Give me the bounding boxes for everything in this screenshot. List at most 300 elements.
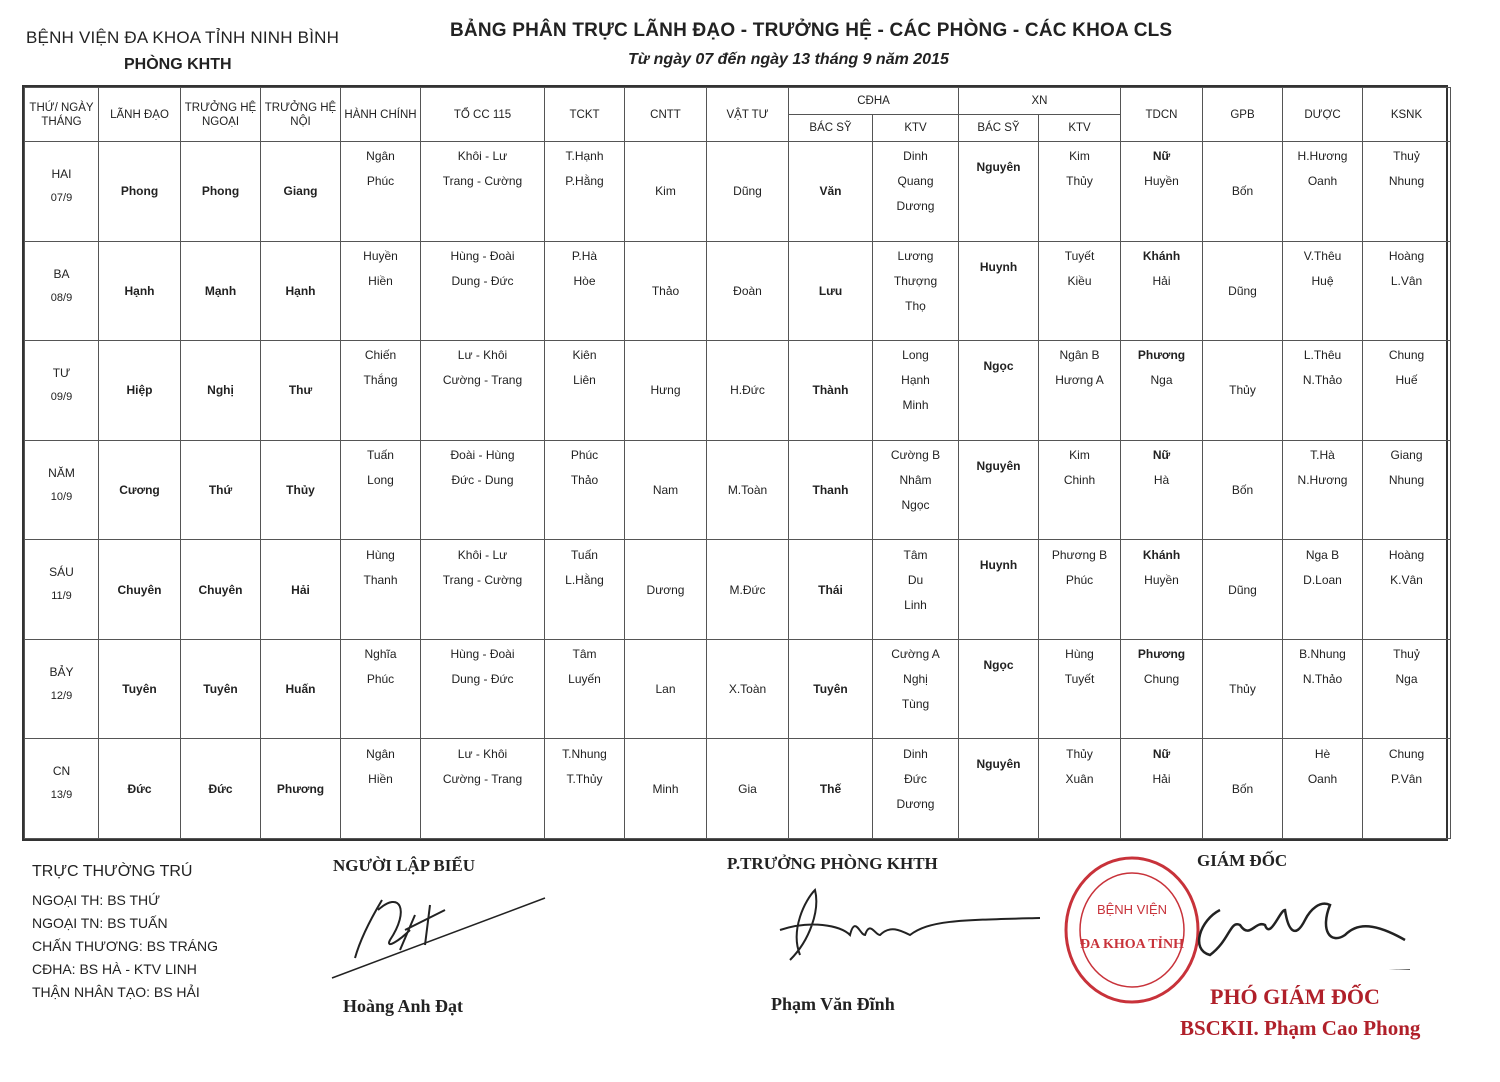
vice-director-title: PHÓ GIÁM ĐỐC [1210,984,1380,1009]
cntt-cell-value: Kim [655,184,676,199]
admin-cell [341,241,421,341]
on-duty-line: CHẤN THƯƠNG: BS TRÁNG [32,938,219,954]
preparer-signature [330,880,560,990]
tdcn-cell-entry: Nữ [1152,447,1171,462]
head-int-cell-value: Phương [276,781,325,796]
admin-cell-entry: Thanh [363,572,398,587]
xn-ktv-cell-entry: Kim [1069,447,1090,462]
tdcn-cell-entry: Khánh [1142,248,1181,263]
cc115-cell-entry: Đức - Dung [451,472,514,487]
ksnk-cell [1363,440,1451,540]
pharmacy-cell-entry: V.Thêu [1303,248,1342,263]
tdcn-cell-entry: Nữ [1152,746,1171,761]
gpb-cell [1203,341,1283,441]
cntt-cell [625,241,707,341]
stamp-line-1: BỆNH VIỆN [1096,902,1168,917]
head-int-cell [261,639,341,739]
xn-ktv-cell-entry: Phúc [1065,572,1094,587]
tdcn-cell-entry: Hà [1153,472,1170,487]
xn-ktv-cell [1039,639,1121,739]
day-label: TƯ [52,366,71,381]
supplies-cell [707,540,789,640]
pharmacy-cell-entry: D.Loan [1303,572,1342,587]
admin-cell-entry: Phúc [366,672,395,687]
admin-cell [341,341,421,441]
pharmacy-cell-entry: N.Hương [1297,472,1348,487]
cc115-cell-entry: Lư - Khôi [457,746,508,761]
gpb-cell-value: Bốn [1231,184,1254,199]
leader-cell-value: Cương [119,482,160,497]
tdcn-cell-entry: Khánh [1142,547,1181,562]
admin-cell-entry: Chiến [364,348,397,363]
ksnk-cell [1363,540,1451,640]
cc115-cell [421,440,545,540]
tdcn-cell [1121,639,1203,739]
tdcn-cell-entry: Phương [1137,647,1186,662]
col-header-leader: LÃNH ĐẠO [99,88,181,142]
ksnk-cell-entry: Thuỷ [1393,149,1420,164]
leader-cell [99,540,181,640]
tckt-cell-entry: P.Hằng [565,174,604,189]
leader-cell [99,639,181,739]
cntt-cell-value: Hưng [650,383,681,398]
pharmacy-cell [1283,142,1363,242]
supplies-cell [707,739,789,839]
leader-cell-value: Phong [120,184,159,199]
cdha-ktv-cell [873,142,959,242]
xn-ktv-cell [1039,739,1121,839]
cdha-ktv-cell-entry: Lương [897,248,934,263]
tckt-cell [545,739,625,839]
tckt-cell [545,440,625,540]
col-header-tdcn: TDCN [1121,88,1203,142]
head-ext-cell [181,341,261,441]
admin-cell-entry: Hùng [366,547,395,562]
pharmacy-cell-entry: N.Thảo [1302,373,1343,388]
cdha-ktv-cell-entry: Thượng [893,273,938,288]
cntt-cell [625,540,707,640]
cdha-ktv-cell-entry: Du [907,572,924,587]
cntt-cell-value: Nam [652,482,679,497]
cdha-doctor-cell-value: Thanh [812,482,849,497]
cntt-cell-value: Lan [655,682,676,697]
xn-doctor-cell [959,241,1039,341]
cdha-doctor-cell [789,341,873,441]
day-cell [25,440,99,540]
head-int-cell-value: Hạnh [285,283,316,298]
cntt-cell-value: Minh [652,781,679,796]
gpb-cell-value: Bốn [1231,482,1254,497]
deputy-head-name: Phạm Văn Đĩnh [771,994,895,1014]
col-header-admin: HÀNH CHÍNH [341,88,421,142]
cdha-doctor-cell [789,440,873,540]
admin-cell-entry: Hiền [368,273,393,288]
table-row [25,739,1451,839]
pharmacy-cell [1283,639,1363,739]
xn-doctor-cell-value: Nguyên [976,757,1021,772]
xn-doctor-cell-value: Nguyên [976,458,1021,473]
hospital-name: BỆNH VIỆN ĐA KHOA TỈNH NINH BÌNH [26,28,340,47]
cdha-ktv-cell-entry: Đức [904,771,927,786]
duty-roster-table [22,85,1448,841]
pharmacy-cell-entry: T.Hà [1310,447,1335,462]
cdha-doctor-cell [789,540,873,640]
admin-cell [341,440,421,540]
cc115-cell [421,241,545,341]
col-header-cdha: CĐHA [789,88,959,115]
tdcn-cell [1121,341,1203,441]
head-ext-cell [181,540,261,640]
leader-cell-value: Đức [127,781,152,796]
xn-doctor-cell-value: Huynh [979,558,1018,573]
table-row [25,540,1451,640]
head-ext-cell [181,142,261,242]
xn-ktv-cell-entry: Thủy [1066,174,1093,189]
pharmacy-cell [1283,440,1363,540]
cdha-ktv-cell-entry: Minh [902,398,929,413]
admin-cell-entry: Ngân [366,746,395,761]
supplies-cell-value: M.Toàn [727,482,768,497]
cdha-ktv-cell [873,341,959,441]
supplies-cell [707,440,789,540]
admin-cell [341,540,421,640]
admin-cell-entry: Phúc [366,174,395,189]
gpb-cell-value: Dũng [1228,283,1257,298]
tdcn-cell [1121,739,1203,839]
ksnk-cell [1363,341,1451,441]
on-duty-line: NGOẠI TN: BS TUẤN [32,915,168,931]
supplies-cell-value: Dũng [733,184,762,199]
cc115-cell [421,639,545,739]
document-title: BẢNG PHÂN TRỰC LÃNH ĐẠO - TRƯỞNG HỆ - CÁC PHÒNG - CÁC KHOA CLS [450,20,1173,41]
ksnk-cell-entry: L.Vân [1390,273,1423,288]
deputy-head-title: P.TRƯỞNG PHÒNG KHTH [727,854,938,873]
supplies-cell-value: X.Toàn [728,682,767,697]
tckt-cell [545,639,625,739]
day-date: 10/9 [50,490,73,503]
cntt-cell-value: Dương [646,582,685,597]
cc115-cell-entry: Dung - Đức [451,273,514,288]
director-title [1197,851,1287,871]
tckt-cell-entry: Liên [573,373,596,388]
tckt-cell-entry: Thảo [570,472,599,487]
cdha-ktv-cell-entry: Cường B [890,447,941,462]
admin-cell-entry: Nghĩa [364,647,397,662]
ksnk-cell-entry: Giang [1390,447,1423,462]
cc115-cell-entry: Đoài - Hùng [450,447,515,462]
tckt-cell-entry: Tuấn [571,547,598,562]
cdha-ktv-cell [873,639,959,739]
tdcn-cell-entry: Phương [1137,348,1186,363]
pharmacy-cell-entry: Hè [1314,746,1331,761]
ksnk-cell [1363,639,1451,739]
day-date: 07/9 [50,192,73,204]
col-header-head-int: TRƯỞNG HỆ NỘI [261,88,341,142]
admin-cell [341,639,421,739]
on-duty-line: NGOẠI TH: BS THỨ [32,892,161,908]
pharmacy-cell [1283,540,1363,640]
col-header-supplies: VẬT TƯ [707,88,789,142]
gpb-cell [1203,739,1283,839]
pharmacy-cell [1283,241,1363,341]
table-row [25,241,1451,341]
tckt-cell [545,241,625,341]
admin-cell [341,142,421,242]
head-ext-cell-value: Thứ [208,482,233,497]
department-name: PHÒNG KHTH [124,56,232,73]
leader-cell [99,440,181,540]
cdha-ktv-cell [873,440,959,540]
tckt-cell-entry: T.Hạnh [565,149,604,164]
pharmacy-cell [1283,739,1363,839]
cdha-ktv-cell-entry: Nhâm [899,472,932,487]
cdha-ktv-cell-entry: Thọ [905,298,926,313]
table-row [25,639,1451,739]
head-ext-cell-value: Tuyên [203,682,238,697]
document-subtitle: Từ ngày 07 đến ngày 13 tháng 9 năm 2015 [628,51,949,68]
xn-ktv-cell-entry: Xuân [1065,771,1094,786]
tdcn-cell [1121,440,1203,540]
day-cell [25,639,99,739]
ksnk-cell-entry: Nhung [1388,174,1425,189]
col-header-pharmacy: DƯỢC [1283,88,1363,142]
cdha-doctor-cell-value: Thái [818,582,843,597]
pharmacy-cell-entry: N.Thảo [1302,672,1343,687]
pharmacy-cell-entry: Oanh [1307,174,1338,189]
head-ext-cell [181,440,261,540]
gpb-cell [1203,639,1283,739]
head-ext-cell-value: Chuyên [198,582,243,597]
xn-ktv-cell-entry: Hương A [1055,373,1104,388]
day-label: CN [52,764,71,779]
cc115-cell-entry: Khôi - Lư [457,547,508,562]
xn-ktv-cell-entry: Ngân B [1059,348,1100,363]
on-duty-title: TRỰC THƯỜNG TRÚ [32,863,193,880]
preparer-name: Hoàng Anh Đạt [343,996,464,1016]
xn-ktv-cell-entry: Kim [1069,149,1090,164]
head-int-cell-value: Thư [288,383,313,398]
leader-cell-value: Tuyên [122,682,157,697]
admin-cell-entry: Hiền [368,771,393,786]
xn-doctor-cell [959,739,1039,839]
pharmacy-cell-entry: Nga B [1305,547,1340,562]
leader-cell-value: Hạnh [124,283,155,298]
cdha-ktv-cell-entry: Tùng [901,697,930,712]
tdcn-cell-entry: Hải [1152,771,1171,786]
col-header-cdha-doctor: BÁC SỸ [789,115,873,142]
cdha-ktv-cell-entry: Ngọc [901,497,930,512]
col-header-tckt: TCKT [545,88,625,142]
vice-director-signature [1170,880,1410,970]
tckt-cell-entry: T.Thủy [566,771,603,786]
admin-cell-entry: Thắng [363,373,398,388]
xn-doctor-cell-value: Ngọc [983,359,1014,374]
col-header-xn-ktv: KTV [1039,115,1121,142]
cc115-cell-entry: Cường - Trang [442,373,523,388]
head-int-cell [261,739,341,839]
col-header-cc115: TỔ CC 115 [421,88,545,142]
gpb-cell-value: Thủy [1229,383,1256,398]
ksnk-cell-entry: Huế [1395,373,1418,388]
cdha-doctor-cell [789,142,873,242]
day-label: NĂM [48,465,75,480]
cdha-ktv-cell-entry: Dương [896,796,935,811]
on-duty-line: THẬN NHÂN TẠO: BS HẢI [32,984,200,1000]
col-header-cdha-ktv: KTV [873,115,959,142]
cc115-cell-entry: Trang - Cường [442,174,523,189]
ksnk-cell [1363,739,1451,839]
cc115-cell-entry: Khôi - Lư [457,149,508,164]
table-row [25,341,1451,441]
xn-ktv-cell [1039,241,1121,341]
cc115-cell [421,739,545,839]
supplies-cell [707,639,789,739]
xn-doctor-cell-value: Nguyên [976,160,1021,174]
cdha-ktv-cell [873,241,959,341]
cc115-cell [421,341,545,441]
cdha-doctor-cell-value: Thành [812,383,849,398]
cntt-cell [625,639,707,739]
day-date: 13/9 [50,789,73,802]
pharmacy-cell-entry: Oanh [1307,771,1338,786]
gpb-cell-value: Dũng [1228,582,1257,597]
cdha-doctor-cell-value: Lưu [818,283,843,298]
day-date: 12/9 [50,689,73,702]
ksnk-cell-entry: Nga [1395,672,1418,687]
ksnk-cell [1363,241,1451,341]
ksnk-cell-entry: K.Vân [1390,572,1423,587]
xn-doctor-cell-value: Ngọc [983,657,1014,672]
xn-ktv-cell-entry: Phương B [1051,547,1108,562]
cdha-ktv-cell [873,540,959,640]
tdcn-cell [1121,241,1203,341]
tckt-cell-entry: Phúc [570,447,599,462]
head-int-cell [261,540,341,640]
cdha-ktv-cell [873,739,959,839]
xn-ktv-cell-entry: Tuyết [1064,672,1095,687]
cc115-cell-entry: Hùng - Đoài [450,248,515,263]
xn-doctor-cell [959,639,1039,739]
head-ext-cell-value: Đức [208,781,233,796]
cc115-cell-entry: Cường - Trang [442,771,523,786]
ksnk-cell-entry: P.Vân [1390,771,1423,786]
xn-ktv-cell-entry: Tuyết [1064,248,1095,263]
xn-doctor-cell-value: Huynh [979,259,1018,274]
admin-cell [341,739,421,839]
leader-cell [99,341,181,441]
ksnk-cell [1363,142,1451,242]
admin-cell-entry: Tuấn [367,447,394,462]
leader-cell-value: Hiệp [126,383,153,398]
cdha-doctor-cell [789,241,873,341]
xn-doctor-cell [959,142,1039,242]
pharmacy-cell-entry: H.Hương [1297,149,1348,164]
cdha-ktv-cell-entry: Hạnh [901,373,930,388]
ksnk-cell-entry: Chung [1388,348,1425,363]
leader-cell [99,142,181,242]
vice-director-name: BSCKII. Phạm Cao Phong [1180,1016,1421,1040]
gpb-cell-value: Bốn [1231,781,1254,796]
preparer-title: NGƯỜI LẬP BIỂU [333,856,476,875]
cdha-ktv-cell-entry: Dương [896,199,935,214]
tdcn-cell-entry: Hải [1152,273,1171,288]
cc115-cell-entry: Trang - Cường [442,572,523,587]
tckt-cell [545,540,625,640]
cc115-cell-entry: Lư - Khôi [457,348,508,363]
leader-cell [99,739,181,839]
tckt-cell-entry: Hòe [573,273,596,288]
table-row [25,440,1451,540]
cdha-ktv-cell-entry: Linh [904,597,927,612]
head-int-cell [261,241,341,341]
cc115-cell-entry: Hùng - Đoài [450,647,515,662]
gpb-cell [1203,241,1283,341]
cc115-cell-entry: Dung - Đức [451,672,514,687]
admin-cell-entry: Long [367,472,394,487]
tckt-cell-entry: Luyến [568,672,601,687]
gpb-cell [1203,440,1283,540]
cdha-ktv-cell-entry: Cường A [891,647,940,662]
xn-doctor-cell [959,341,1039,441]
table-row [25,142,1451,242]
head-int-cell-value: Giang [283,184,318,199]
day-label: BA [53,266,70,281]
head-int-cell [261,341,341,441]
head-ext-cell [181,739,261,839]
gpb-cell [1203,142,1283,242]
tckt-cell-entry: L.Hằng [565,572,604,587]
pharmacy-cell [1283,341,1363,441]
cdha-ktv-cell-entry: Quang [897,174,934,189]
head-int-cell [261,142,341,242]
head-ext-cell-value: Nghị [207,383,234,398]
cc115-cell [421,540,545,640]
col-header-xn: XN [959,88,1121,115]
director-title-text: GIÁM ĐỐC [1197,851,1288,870]
cdha-doctor-cell-value: Tuyên [813,682,848,697]
cdha-ktv-cell-entry: Tâm [903,547,928,562]
col-header-cntt: CNTT [625,88,707,142]
cdha-doctor-cell [789,739,873,839]
ksnk-cell-entry: Thuỷ [1393,647,1420,662]
supplies-cell-value: M.Đức [729,582,766,597]
cntt-cell [625,739,707,839]
day-label: BẢY [49,664,74,679]
cdha-doctor-cell [789,639,873,739]
cntt-cell [625,440,707,540]
head-int-cell-value: Huấn [285,682,316,697]
day-cell [25,241,99,341]
xn-ktv-cell-entry: Chinh [1063,472,1096,487]
xn-ktv-cell-entry: Thủy [1066,746,1093,761]
supplies-cell-value: Gia [738,781,757,796]
col-header-day: THỨ/ NGÀY THÁNG [25,88,99,142]
pharmacy-cell-entry: B.Nhung [1299,647,1346,662]
xn-ktv-cell [1039,440,1121,540]
xn-doctor-cell [959,440,1039,540]
day-cell [25,341,99,441]
day-cell [25,739,99,839]
supplies-cell-value: Đoàn [733,283,762,298]
day-date: 08/9 [50,291,73,304]
pharmacy-cell-entry: Huệ [1311,273,1334,288]
supplies-cell [707,241,789,341]
day-label: HAI [51,167,72,181]
leader-cell [99,241,181,341]
on-duty-line: CĐHA: BS HÀ - KTV LINH [32,961,197,977]
tdcn-cell [1121,142,1203,242]
tdcn-cell-entry: Huyền [1144,174,1179,189]
